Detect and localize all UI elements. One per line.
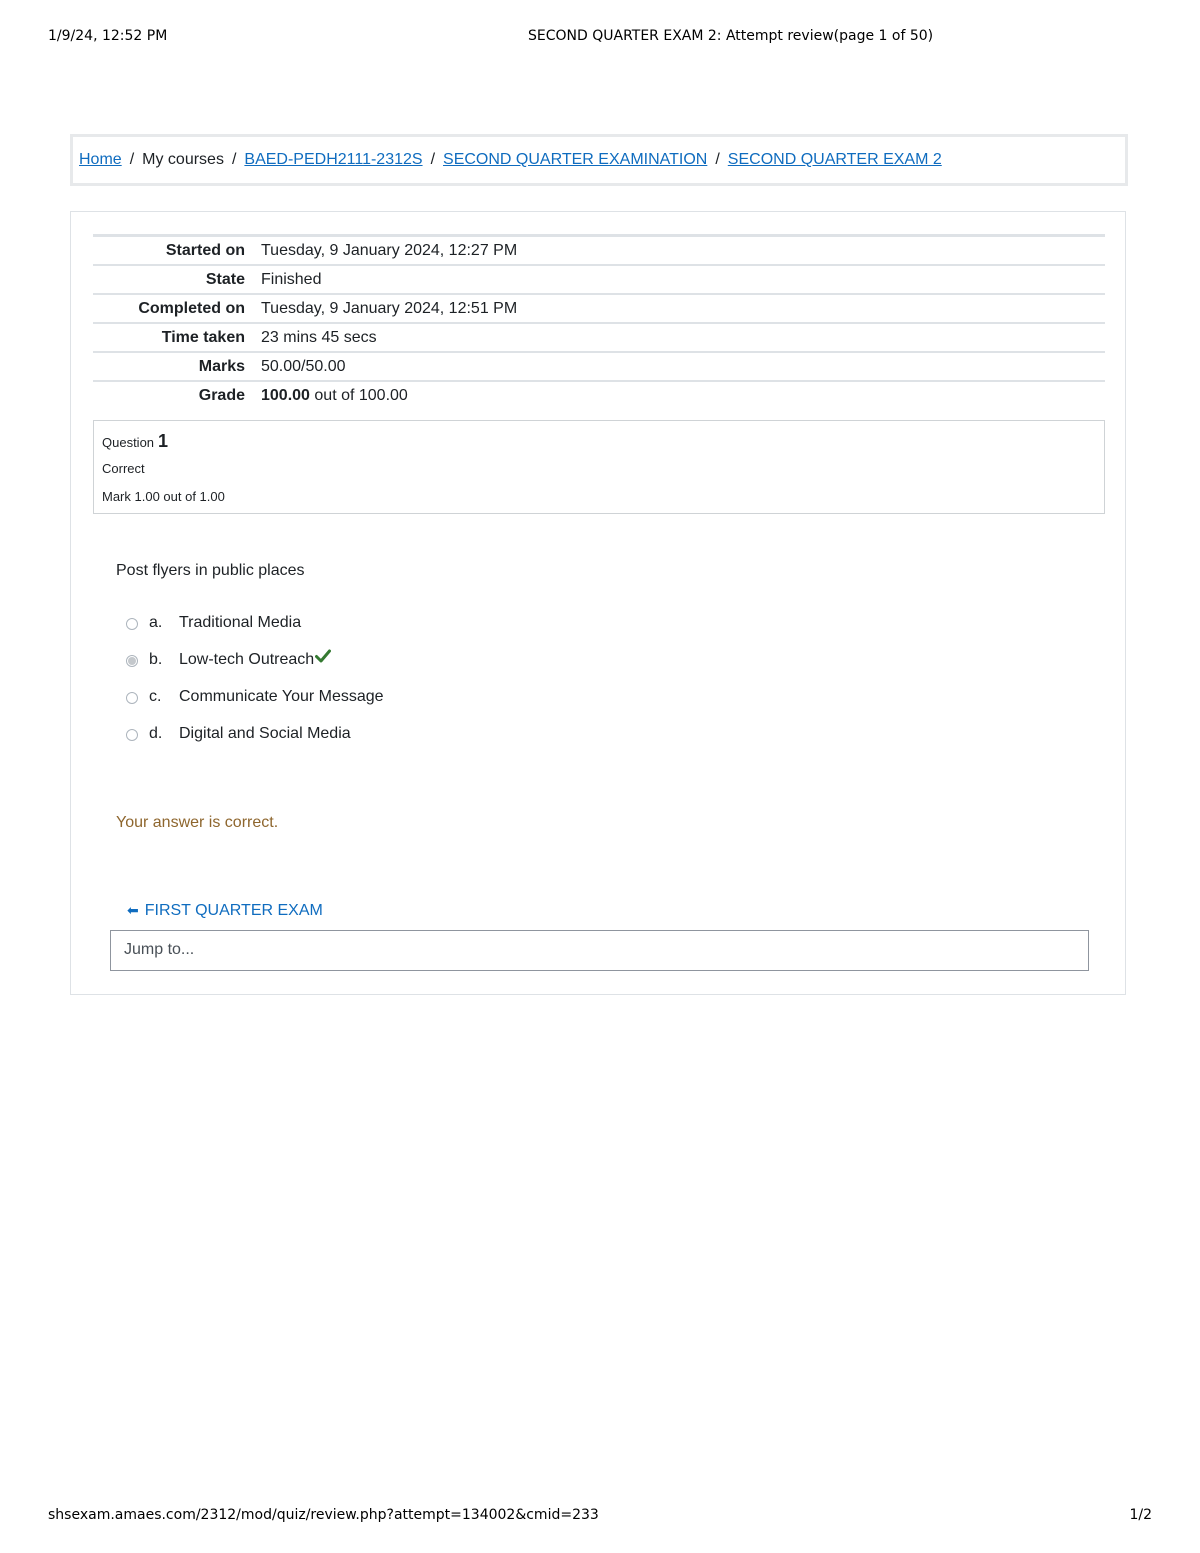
summary-label: Marks: [198, 357, 245, 375]
answer-label: Communicate Your Message: [179, 688, 384, 705]
previous-activity-label: FIRST QUARTER EXAM: [144, 902, 323, 919]
summary-label: State: [205, 270, 245, 288]
summary-value: Tuesday, 9 January 2024, 12:51 PM: [261, 299, 518, 317]
answer-letter: a.: [149, 614, 163, 631]
question-mark: Mark 1.00 out of 1.00: [102, 489, 225, 504]
attempt-summary-table: [93, 234, 1105, 409]
print-footer: [48, 1507, 1152, 1527]
breadcrumb: [79, 151, 942, 169]
answer-radio[interactable]: [126, 729, 138, 741]
print-datetime: 1/9/24, 12:52 PM: [48, 28, 168, 44]
summary-value: Finished: [261, 270, 322, 288]
grade-label: Grade: [198, 386, 245, 404]
answer-radio[interactable]: [126, 618, 138, 630]
summary-label: Started on: [165, 241, 245, 259]
question-label: Question: [102, 435, 155, 450]
question-state: Correct: [102, 461, 145, 476]
jump-to-placeholder: Jump to...: [124, 941, 195, 958]
summary-row: [93, 323, 1105, 352]
breadcrumb-course-link[interactable]: BAED-PEDH2111-2312S: [244, 151, 423, 168]
breadcrumb-section-link[interactable]: SECOND QUARTER EXAMINATION: [443, 151, 708, 168]
breadcrumb-container: [70, 134, 1128, 186]
grade-suffix: out of 100.00: [314, 386, 408, 404]
breadcrumb-my-courses: My courses: [142, 151, 224, 168]
print-header: [48, 28, 1152, 48]
answer-label: Traditional Media: [179, 614, 302, 631]
breadcrumb-separator: /: [231, 151, 237, 168]
question-text: Post flyers in public places: [116, 562, 305, 579]
arrow-left-icon: ⬅: [127, 902, 139, 918]
answer-radio[interactable]: [126, 692, 138, 704]
summary-value: 50.00/50.00: [261, 357, 346, 375]
answer-label-wrap: [179, 651, 331, 669]
answer-radio-selected[interactable]: [126, 655, 138, 667]
grade-value: 100.00: [261, 386, 310, 404]
grade-cell: [261, 381, 1105, 409]
summary-label: Completed on: [138, 299, 245, 317]
print-page-number: 1/2: [1129, 1507, 1152, 1523]
answer-option: [126, 686, 526, 723]
answer-letter: c.: [149, 688, 162, 705]
print-page-title: SECOND QUARTER EXAM 2: Attempt review(page 1 of 50): [528, 28, 934, 44]
answer-feedback: Your answer is correct.: [116, 814, 279, 831]
breadcrumb-home-link[interactable]: Home: [79, 151, 122, 168]
print-url: shsexam.amaes.com/2312/mod/quiz/review.php?attempt=134002&cmid=233: [48, 1507, 599, 1523]
summary-row: [93, 265, 1105, 294]
answer-option: [126, 612, 526, 649]
answer-option: [126, 723, 526, 760]
check-icon: [315, 649, 331, 663]
summary-row: [93, 352, 1105, 381]
breadcrumb-quiz-link[interactable]: SECOND QUARTER EXAM 2: [727, 151, 942, 168]
breadcrumb-separator: /: [430, 151, 436, 168]
breadcrumb-separator: /: [715, 151, 720, 168]
answer-label: Digital and Social Media: [179, 725, 351, 742]
summary-row-grade: [93, 381, 1105, 409]
summary-label: Time taken: [161, 328, 245, 346]
question-info-box: [93, 420, 1105, 514]
answer-letter: b.: [149, 651, 163, 668]
answer-label: Low-tech Outreach: [179, 651, 315, 668]
summary-value: 23 mins 45 secs: [261, 328, 377, 346]
breadcrumb-separator: /: [129, 151, 135, 168]
previous-activity-link[interactable]: [127, 902, 323, 920]
question-number: [102, 431, 168, 452]
answer-options: [126, 612, 526, 760]
question-number-value: 1: [158, 431, 169, 451]
summary-value: Tuesday, 9 January 2024, 12:27 PM: [261, 241, 518, 259]
answer-letter: d.: [149, 725, 163, 742]
answer-option: [126, 649, 526, 686]
summary-row: [93, 236, 1105, 266]
attempt-review-card: [70, 211, 1126, 995]
summary-row: [93, 294, 1105, 323]
jump-to-select[interactable]: [110, 930, 1089, 971]
